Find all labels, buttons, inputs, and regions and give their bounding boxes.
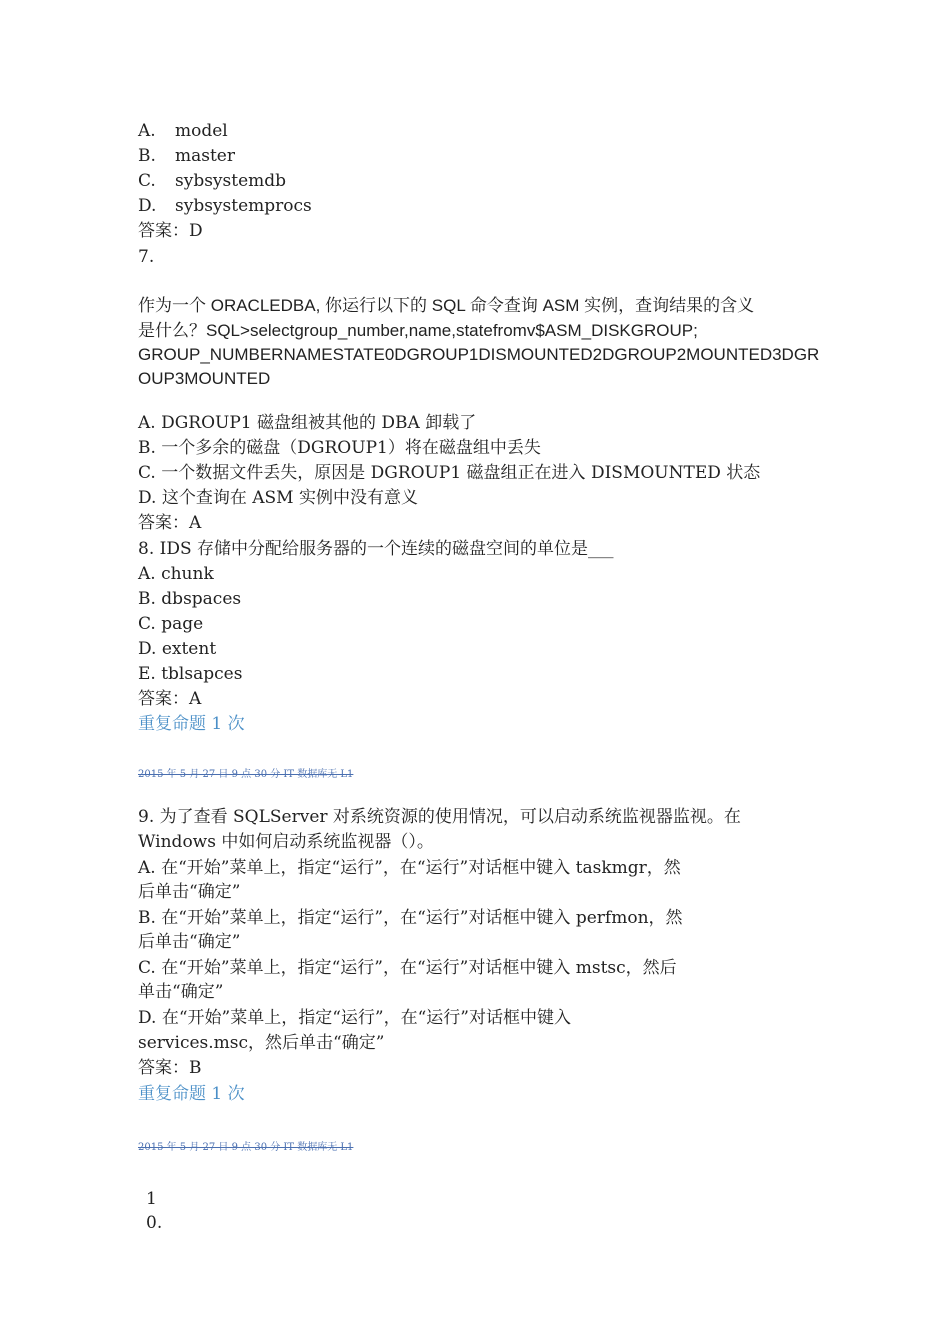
q7-text-line: OUP3MOUNTED [138, 369, 271, 388]
q8-option-b: B. dbspaces [138, 589, 242, 609]
q9-option-c-cont: 单击“确定” [138, 982, 224, 1002]
q6-option-a: A. model [138, 121, 228, 141]
q9-option-d: D. 在“开始”菜单上，指定“运行”，在“运行”对话框中键入 [138, 1008, 571, 1028]
q9-answer: 答案：B [138, 1058, 202, 1078]
q8-footnote: 2015 年 5 月 27 日 9 点 30 分 IT 数据库无 L1 [138, 769, 354, 780]
q9-option-d-cont: services.msc，然后单击“确定” [138, 1033, 385, 1053]
q7-number: 7. [138, 247, 155, 267]
q8-repeat-note: 重复命题 1 次 [138, 714, 245, 734]
q6-option-d: D. sybsystemprocs [138, 196, 312, 216]
q6-option-b: B. master [138, 146, 235, 166]
q9-repeat-note: 重复命题 1 次 [138, 1084, 245, 1104]
q7-option-a: A. DGROUP1 磁盘组被其他的 DBA 卸载了 [138, 413, 477, 433]
q10-number-line: 0. [146, 1213, 163, 1233]
q8-option-a: A. chunk [138, 564, 214, 584]
q6-option-c: C. sybsystemdb [138, 171, 287, 191]
q7-text-line: GROUP_NUMBERNAMESTATE0DGROUP1DISMOUNTED2DGROUP2MOUNTED3DGR [138, 345, 820, 364]
q9-text-line: 9. 为了查看 SQLServer 对系统资源的使用情况，可以启动系统监视器监视。在 [138, 807, 741, 827]
q8-option-c: C. page [138, 614, 204, 634]
q9-footnote: 2015 年 5 月 27 日 9 点 30 分 IT 数据库无 L1 [138, 1142, 354, 1153]
q7-option-c: C. 一个数据文件丢失，原因是 DGROUP1 磁盘组正在进入 DISMOUNTED 状态 [138, 463, 761, 483]
q9-option-a: A. 在“开始”菜单上，指定“运行”，在“运行”对话框中键入 taskmgr，然 [138, 858, 681, 878]
q8-answer: 答案：A [138, 689, 202, 709]
q8-option-d: D. extent [138, 639, 217, 659]
q7-text-line: 作为一个 ORACLEDBA, 你运行以下的 SQL 命令查询 ASM 实例，查询结果的含义 [138, 296, 755, 315]
q9-option-c: C. 在“开始”菜单上，指定“运行”，在“运行”对话框中键入 mstsc，然后 [138, 958, 677, 978]
q6-answer: 答案：D [138, 221, 203, 241]
q7-text-line: 是什么？SQL>selectgroup_number,name,statefromv$ASM_DISKGROUP; [138, 321, 698, 340]
q7-option-d: D. 这个查询在 ASM 实例中没有意义 [138, 488, 418, 508]
q9-option-a-cont: 后单击“确定” [138, 882, 241, 902]
q9-option-b: B. 在“开始”菜单上，指定“运行”，在“运行”对话框中键入 perfmon，然 [138, 908, 683, 928]
q7-answer: 答案：A [138, 513, 202, 533]
q7-option-b: B. 一个多余的磁盘（DGROUP1）将在磁盘组中丢失 [138, 438, 541, 458]
q8-question: 8. IDS 存储中分配给服务器的一个连续的磁盘空间的单位是___ [138, 539, 614, 559]
q9-text-line: Windows 中如何启动系统监视器（）。 [138, 832, 434, 852]
q9-option-b-cont: 后单击“确定” [138, 932, 241, 952]
q8-option-e: E. tblsapces [138, 664, 243, 684]
q10-number-line: 1 [146, 1189, 157, 1209]
